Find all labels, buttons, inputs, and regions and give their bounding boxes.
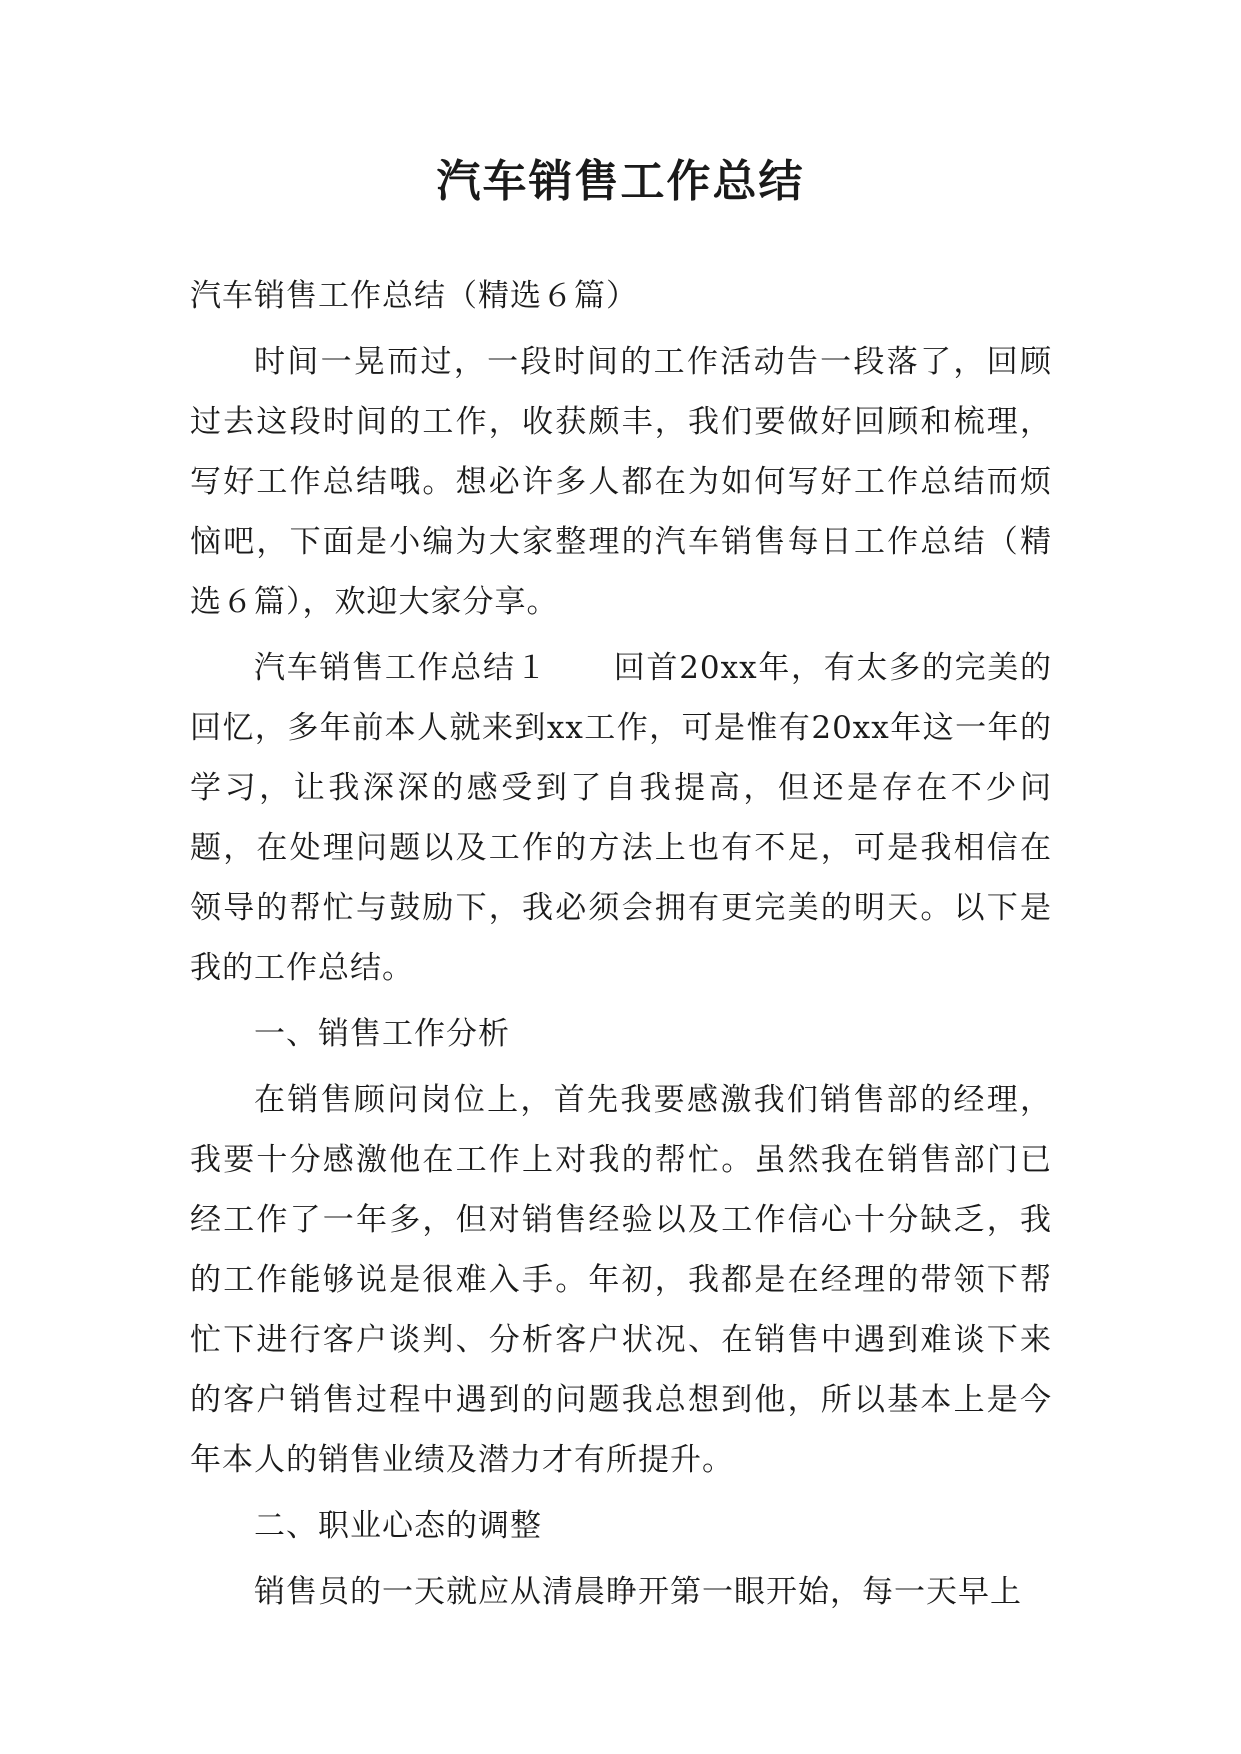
section-heading-2: 二、职业心态的调整 bbox=[254, 1508, 542, 1544]
subtitle-paragraph: 汽车销售工作总结（精选６篇） bbox=[190, 278, 638, 314]
section-1-paragraph: 在销售顾问岗位上，首先我要感激我们销售部的经理，我要十分感激他在工作上对我的帮忙。虽然我在销售部门已经工作了一年多，但对销售经验以及工作信心十分缺乏，我的工作能够说是很难入手。年初，我都是在经理的带领下帮忙下进行客户谈判、分析客户状况、在销售中遇到难谈下来的客户销售过程中遇到的问题我总想到他，所以基本上是今年本人的销售业绩及潜力才有所提升。 bbox=[190, 1082, 1052, 1478]
document-title: 汽车销售工作总结 bbox=[436, 156, 805, 207]
summary-1-paragraph: 汽车销售工作总结１ 回首20xx年，有太多的完美的回忆，多年前本人就来到xx工作，可是惟有20xx年这一年的学习，让我深深的感受到了自我提高，但还是存在不少问题，在处理问题以及工作的方法上也有不足，可是我相信在领导的帮忙与鼓励下，我必须会拥有更完美的明天。以下是我的工作总结。 bbox=[190, 650, 1052, 986]
intro-paragraph: 时间一晃而过，一段时间的工作活动告一段落了，回顾过去这段时间的工作，收获颇丰，我们要做好回顾和梳理，写好工作总结哦。想必许多人都在为如何写好工作总结而烦恼吧，下面是小编为大家整理的汽车销售每日工作总结（精选６篇），欢迎大家分享。 bbox=[190, 344, 1052, 620]
section-heading-1: 一、销售工作分析 bbox=[254, 1016, 510, 1052]
document-body bbox=[190, 266, 1052, 1622]
section-2-paragraph: 销售员的一天就应从清晨睁开第一眼开始，每一天早上 bbox=[254, 1574, 1022, 1610]
